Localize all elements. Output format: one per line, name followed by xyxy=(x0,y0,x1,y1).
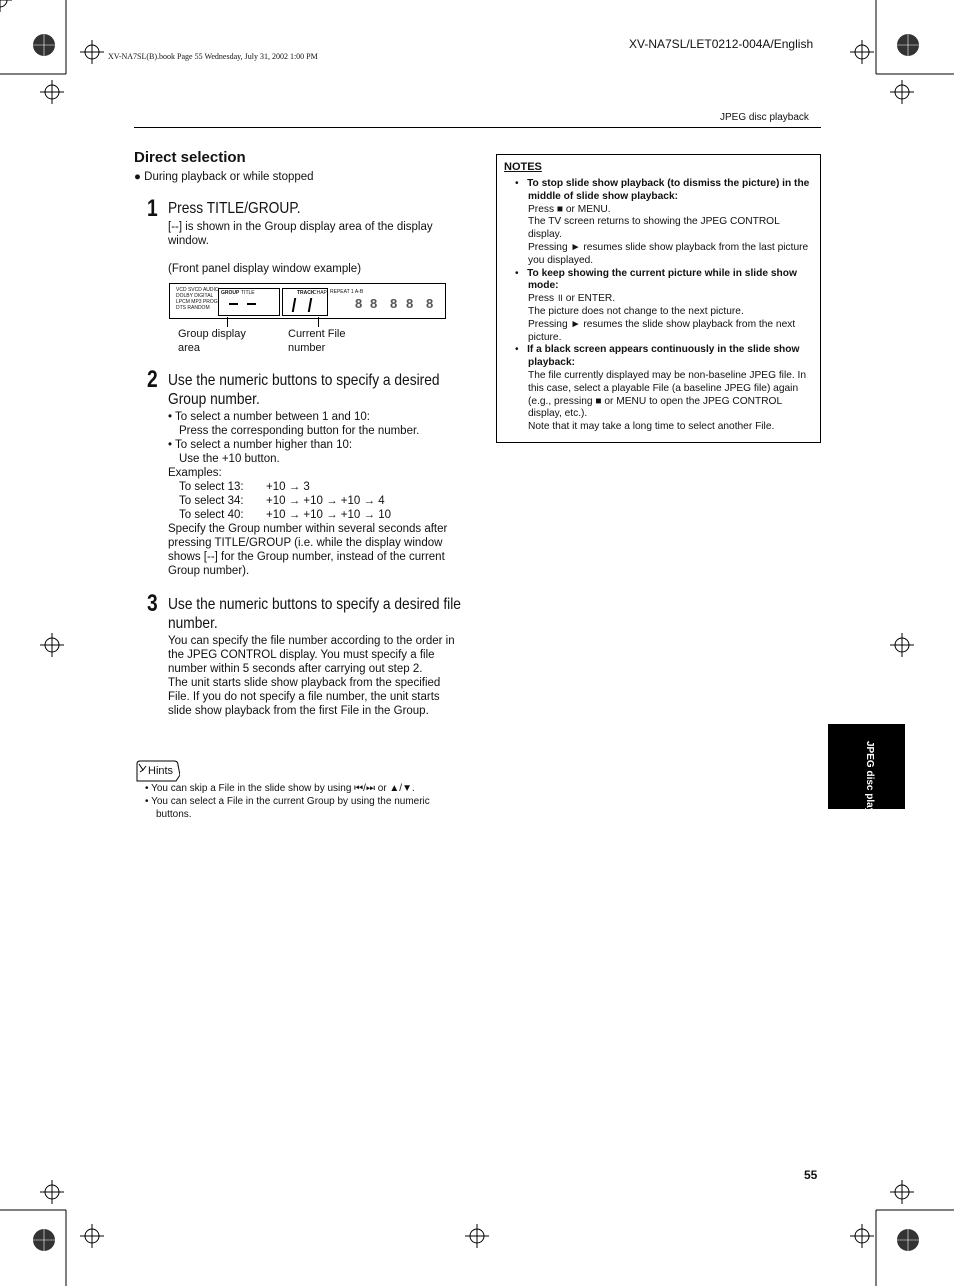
dim-segment: 8 xyxy=(406,296,414,311)
panel-left-line2: DOLBY DIGITAL xyxy=(176,293,214,299)
step-1-number: 1 xyxy=(147,195,158,222)
note-line: Pressing ► resumes the slide show playback from the next picture. xyxy=(528,318,796,343)
note-line: Press ■ or MENU. xyxy=(528,203,611,215)
example-row xyxy=(168,494,463,508)
step-3-title: Use the numeric buttons to specify a desired file number. xyxy=(168,596,461,632)
step-3-para-2: The unit starts slide show playback from the specified File. If you do not specify a file number, the unit starts slide show playback from the first File in the Group. xyxy=(168,677,441,717)
panel-left-line4: DTS RANDOM xyxy=(176,305,210,311)
note-item: • To keep showing the current picture while in slide show mode: xyxy=(515,267,797,292)
bullet-text: • To select a number between 1 and 10: xyxy=(168,411,371,423)
note-line: Note that it may take a long time to select another File. xyxy=(528,421,775,433)
dim-segment: 8 xyxy=(390,296,398,311)
bullet-sub: Use the +10 button. xyxy=(179,453,280,465)
step-3-body xyxy=(168,634,458,718)
example-key: To select 34: xyxy=(179,495,244,507)
digit-segment xyxy=(308,298,312,312)
digit-segment xyxy=(292,298,296,312)
note-line: The file currently displayed may be non-baseline JPEG file. In this case, select a playable File (a baseline JPEG file) again (e.g., pressing ■ or MENU to open the JPEG CONTROL display, etc.). xyxy=(528,369,807,420)
panel-left-line1: VCD SVCD AUDIO xyxy=(176,287,219,293)
side-tab xyxy=(828,724,905,837)
condition-text: ● During playback or while stopped xyxy=(134,171,314,183)
model-line: XV-NA7SL/LET0212-004A/English xyxy=(629,37,814,51)
hints-label: Hints xyxy=(148,765,174,777)
section-title: Direct selection xyxy=(134,149,246,166)
dash-segment xyxy=(229,303,238,305)
note-line: Press ॥ or ENTER. xyxy=(528,293,616,305)
leader-line xyxy=(227,317,228,327)
examples-label: Examples: xyxy=(168,467,222,479)
note-heading: If a black screen appears continuously in the slide show playback: xyxy=(527,344,800,369)
step-2-body xyxy=(168,410,463,578)
notes-title: NOTES xyxy=(504,161,542,173)
note-line: The picture does not change to the next picture. xyxy=(528,305,744,317)
step-3-para-1: You can specify the file number according to the order in the JPEG CONTROL display. You must specify a file number within 5 seconds after carrying out step 2. xyxy=(168,635,455,675)
panel-repeat: REPEAT 1 A-B xyxy=(330,289,364,295)
panel-left-line3: LPCM MP3 PROG xyxy=(176,299,218,305)
note-line: Pressing ► resumes slide show playback from the last picture you displayed. xyxy=(528,241,809,266)
current-file-label: Current File number xyxy=(288,328,346,354)
note-item: • To stop slide show playback (to dismiss the picture) in the middle of slide show playback: xyxy=(515,178,810,202)
hints-list xyxy=(145,782,455,821)
step-1-text: [--] is shown in the Group display area of the display window. xyxy=(168,221,433,247)
note-heading: To stop slide show playback (to dismiss the picture) in the middle of slide show playback: xyxy=(527,178,810,202)
front-panel-display xyxy=(169,283,446,319)
dim-segment: 8 xyxy=(426,296,434,311)
dim-segment: 8 xyxy=(355,296,363,311)
hint-item: • You can skip a File in the slide show by using ⏮/⏭ or ▲/▼. xyxy=(145,783,415,794)
example-value: +10 → +10 → +10 → 10 xyxy=(266,509,391,521)
panel-chap-word: CHAP xyxy=(313,290,327,296)
panel-group-word: GROUP xyxy=(221,290,240,296)
side-tab-label: JPEG disc playback xyxy=(864,741,875,837)
notes-box xyxy=(496,154,821,443)
example-row xyxy=(168,508,463,522)
panel-title-word: TITLE xyxy=(241,290,255,296)
example-row xyxy=(168,480,463,494)
group-display-area xyxy=(218,288,280,316)
hint-item: • You can select a File in the current Group by using the numeric buttons. xyxy=(145,796,430,820)
step-3-number: 3 xyxy=(147,590,158,617)
step-1-title: Press TITLE/GROUP. xyxy=(168,200,301,217)
example-value: +10 → 3 xyxy=(266,481,310,493)
example-value: +10 → +10 → +10 → 4 xyxy=(266,495,385,507)
example-key: To select 13: xyxy=(179,481,244,493)
note-item: • If a black screen appears continuously in the slide show playback: xyxy=(515,344,800,369)
note-line: The TV screen returns to showing the JPEG CONTROL display. xyxy=(528,216,780,241)
panel-track-word: TRACK xyxy=(297,290,315,296)
notes-list xyxy=(515,178,813,434)
dash-segment xyxy=(247,303,256,305)
dim-segment: 8 xyxy=(370,296,378,311)
note-heading: To keep showing the current picture while in slide show mode: xyxy=(527,267,797,292)
page-number: 55 xyxy=(804,1168,818,1182)
example-key: To select 40: xyxy=(179,509,244,521)
file-number-area xyxy=(282,288,328,316)
bullet-text: • To select a number higher than 10: xyxy=(168,439,353,451)
header-rule xyxy=(134,127,821,128)
running-header: JPEG disc playback xyxy=(720,112,809,123)
step-2-text: Specify the Group number within several seconds after pressing TITLE/GROUP (i.e. while the display window shows [--] for the Group number, instead of the current Group number). xyxy=(168,523,448,577)
book-info: XV-NA7SL(B).book Page 55 Wednesday, July 31, 2002 1:00 PM xyxy=(108,52,318,61)
bullet-sub: Press the corresponding button for the number. xyxy=(179,425,420,437)
figure-caption: (Front panel display window example) xyxy=(168,263,362,275)
step-2-number: 2 xyxy=(147,366,158,393)
group-display-label: Group display area xyxy=(178,328,246,354)
step-2-title: Use the numeric buttons to specify a desired Group number. xyxy=(168,372,440,408)
leader-line xyxy=(318,317,319,327)
